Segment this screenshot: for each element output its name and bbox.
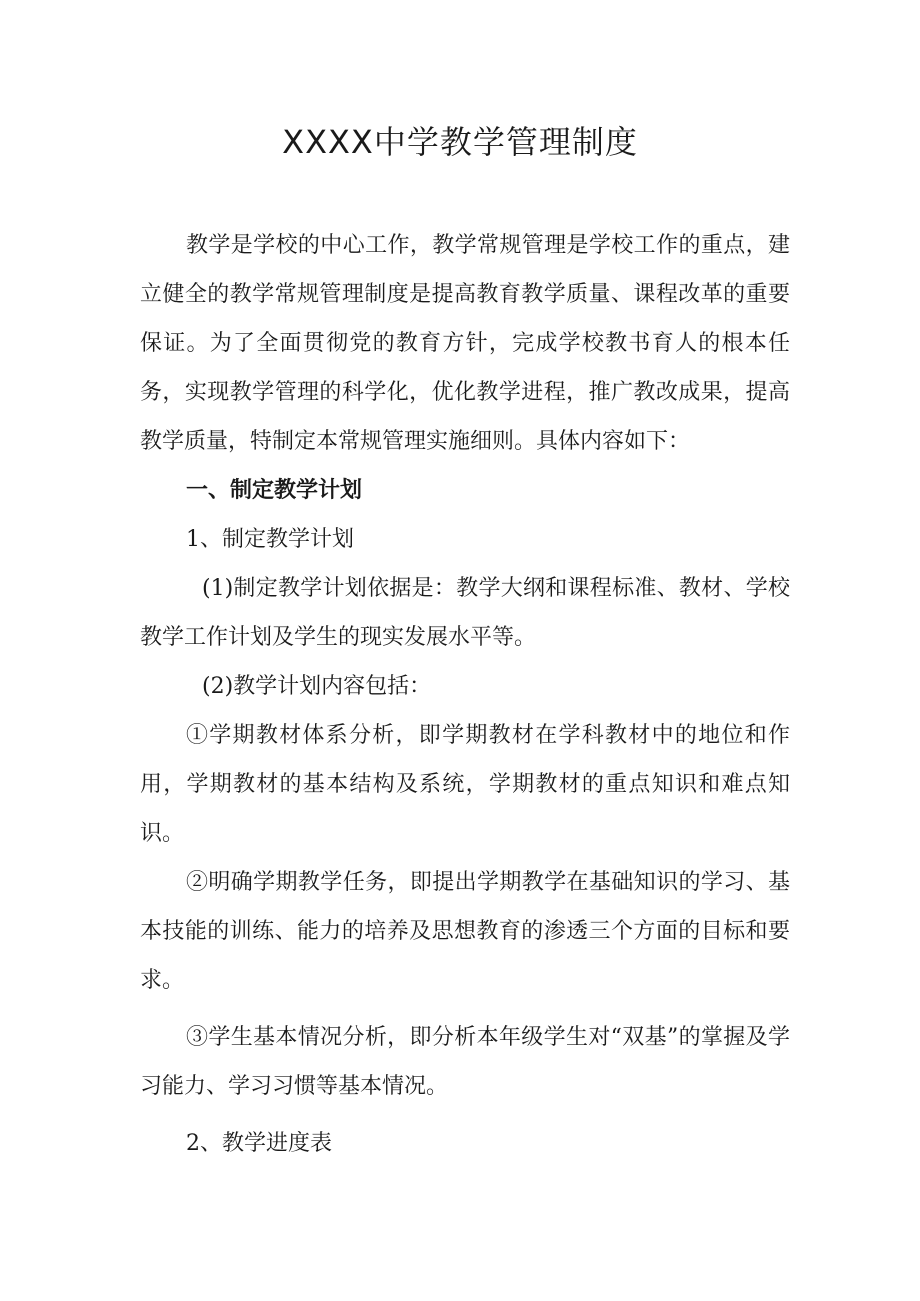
point-paragraph-2: ②明确学期教学任务，即提出学期教学在基础知识的学习、基本技能的训练、能力的培养及思想教育的渗透三个方面的目标和要求。 xyxy=(140,870,790,993)
point-paragraph-3: ③学生基本情况分析，即分析本年级学生对“双基”的掌握及学习能力、学习习惯等基本情况。 xyxy=(140,1025,790,1099)
item-title-1: 1、制定教学计划 xyxy=(186,527,354,552)
item-title-2: 2、教学进度表 xyxy=(186,1131,332,1156)
item1-paragraph-1: (1)制定教学计划依据是：教学大纲和课程标准、教材、学校教学工作计划及学生的现实发展水平等。 xyxy=(140,576,790,650)
item1-paragraph-2: (2)教学计划内容包括： xyxy=(202,674,432,699)
document-body xyxy=(140,221,790,1168)
intro-paragraph: 教学是学校的中心工作，教学常规管理是学校工作的重点，建立健全的教学常规管理制度是提高教育教学质量、课程改革的重要保证。为了全面贯彻党的教育方针，完成学校教书育人的根本任务，实现教学管理的科学化，优化教学进程，推广教改成果，提高教学质量，特制定本常规管理实施细则。具体内容如下： xyxy=(140,233,790,454)
section-heading-1: 一、制定教学计划 xyxy=(186,478,363,503)
document-title: XXXX中学教学管理制度 xyxy=(282,123,638,161)
point-paragraph-1: ①学期教材体系分析，即学期教材在学科教材中的地位和作用，学期教材的基本结构及系统，学期教材的重点知识和难点知识。 xyxy=(140,723,790,846)
